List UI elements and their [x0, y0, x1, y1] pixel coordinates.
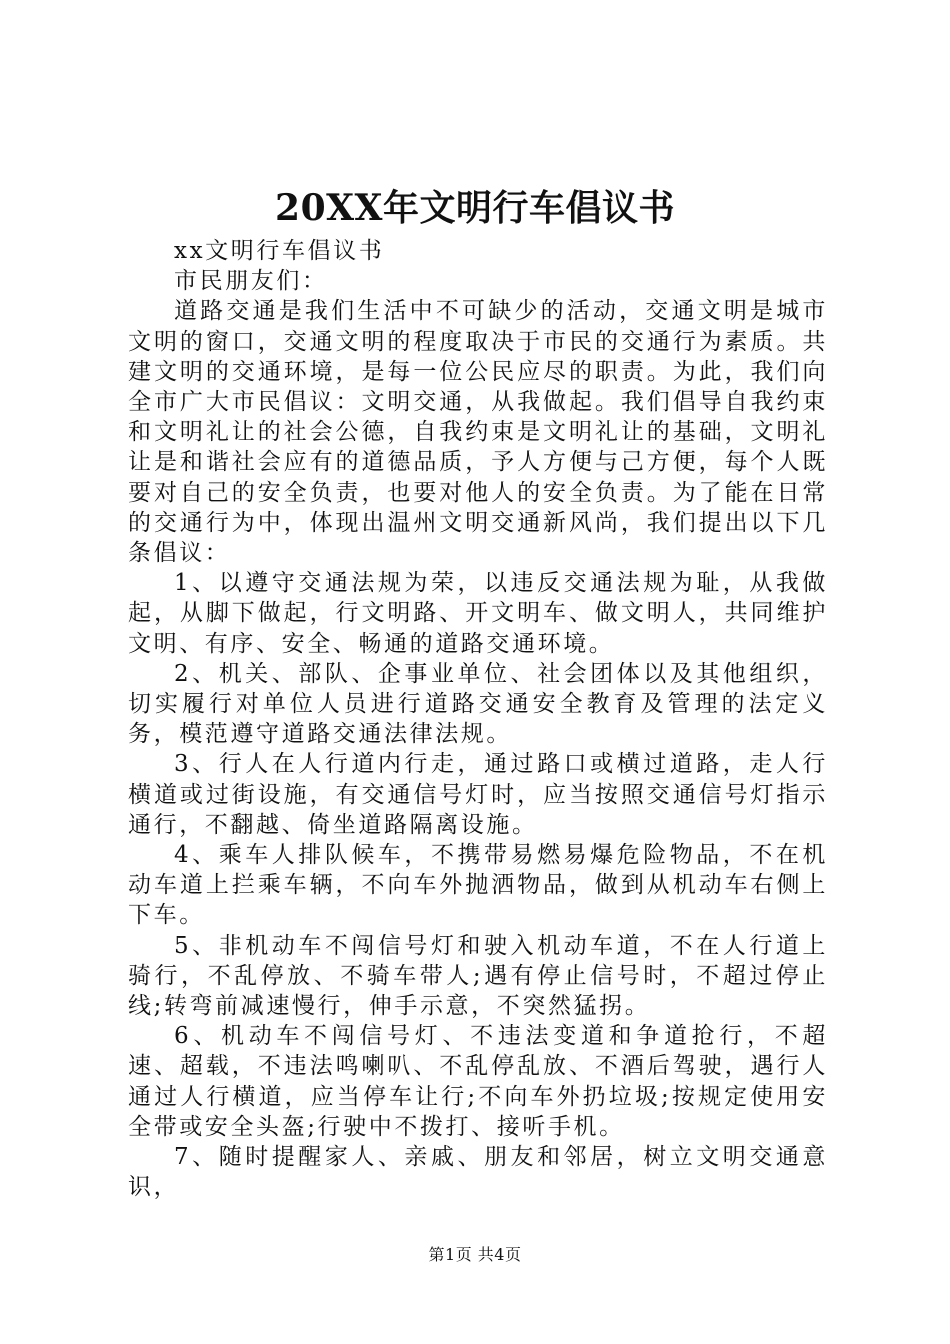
document-body — [128, 236, 828, 1203]
paragraph-item-2: 2、机关、部队、企事业单位、社会团体以及其他组织，切实履行对单位人员进行道路交通安全教育及管理的法定义务，模范遵守道路交通法律法规。 — [128, 660, 828, 748]
paragraph-item-7: 7、随时提醒家人、亲戚、朋友和邻居，树立文明交通意识， — [128, 1144, 828, 1201]
paragraph-item-1: 1、以遵守交通法规为荣，以违反交通法规为耻，从我做起，从脚下做起，行文明路、开文明车、做文明人，共同维护文明、有序、安全、畅通的道路交通环境。 — [128, 570, 828, 657]
paragraph-item-4: 4、乘车人排队候车，不携带易燃易爆危险物品，不在机动车道上拦乘车辆，不向车外抛洒物品，做到从机动车右侧上下车。 — [128, 842, 828, 929]
page-footer: 第1页 共4页 — [428, 1245, 522, 1264]
paragraph-item-6: 6、机动车不闯信号灯、不违法变道和争道抢行，不超速、超载，不违法鸣喇叭、不乱停乱放、不酒后驾驶，遇行人通过人行横道，应当停车让行;不向车外扔垃圾;按规定使用安全带或安全头盔;行驶中不拨打、接听手机。 — [128, 1023, 828, 1140]
paragraph-item-5: 5、非机动车不闯信号灯和驶入机动车道，不在人行道上骑行，不乱停放、不骑车带人;遇有停止信号时，不超过停止线;转弯前减速慢行，伸手示意，不突然猛拐。 — [128, 932, 828, 1020]
paragraph-intro: 道路交通是我们生活中不可缺少的活动，交通文明是城市文明的窗口，交通文明的程度取决于市民的交通行为素质。共建文明的交通环境，是每一位公民应尽的职责。为此，我们向全市广大市民倡议：文明交通，从我做起。我们倡导自我约束和文明礼让的社会公德，自我约束是文明礼让的基础，文明礼让是和谐社会应有的道德品质，予人方便与己方便，每个人既要对自己的安全负责，也要对他人的安全负责。为了能在日常的交通行为中，体现出温州文明交通新风尚，我们提出以下几条倡议： — [128, 298, 828, 567]
salutation-line: 市民朋友们： — [174, 268, 328, 295]
document-title: 20XX年文明行车倡议书 — [275, 187, 675, 229]
paragraph-item-3: 3、行人在人行道内行走，通过路口或横过道路，走人行横道或过街设施，有交通信号灯时，应当按照交通信号灯指示通行，不翻越、倚坐道路隔离设施。 — [128, 751, 828, 838]
subtitle-line: xx文明行车倡议书 — [174, 238, 385, 264]
